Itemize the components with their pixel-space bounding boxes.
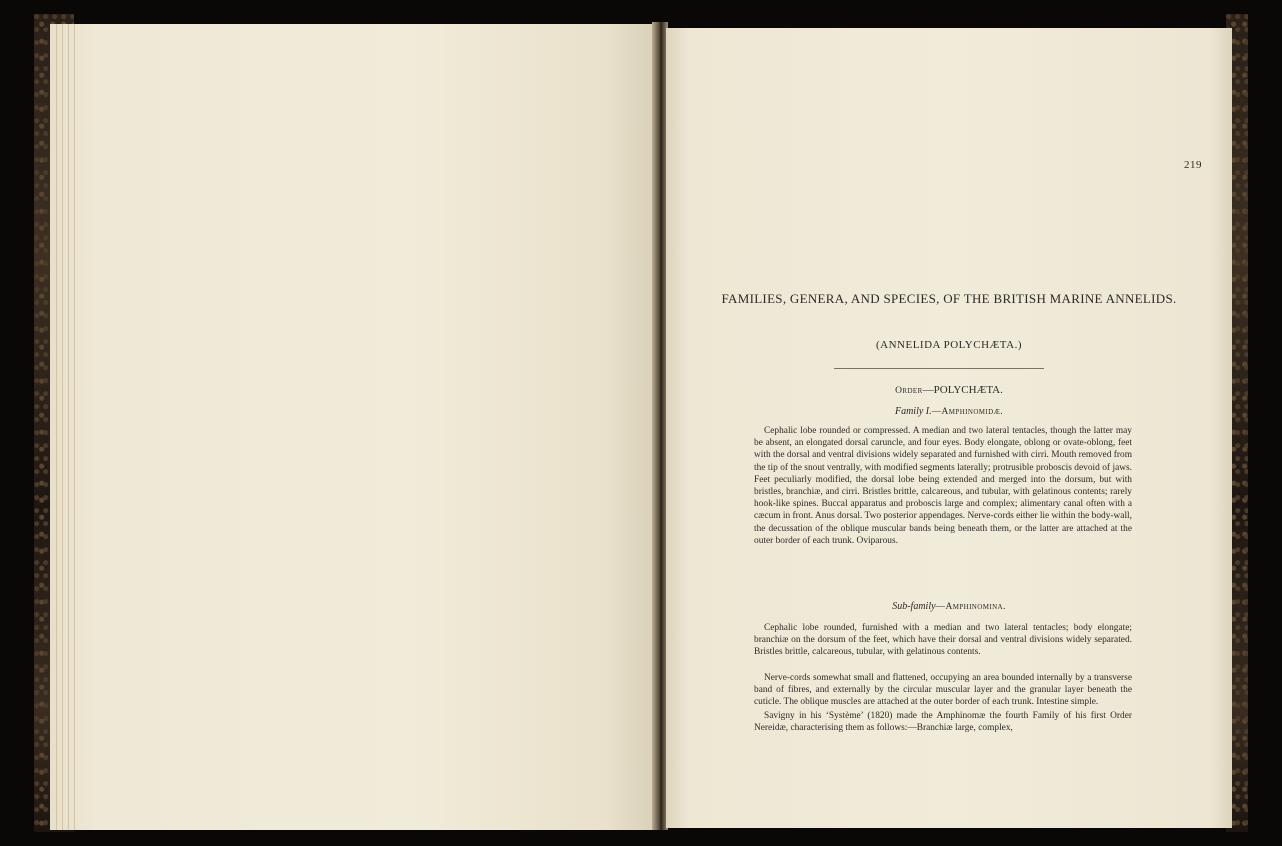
subfamily-heading xyxy=(706,601,1192,612)
subfamily-name: —Amphinomina. xyxy=(935,602,1006,612)
section-divider xyxy=(834,368,1044,369)
subfamily-description-paragraph: Cephalic lobe rounded, furnished with a median and two lateral tentacles; body elongate; branchiæ on the dorsum of the feet, which have their dorsal and ventral divisions widely separated. Bristles brittle, calcareous, tubular, with gelatinous contents. xyxy=(754,623,1132,658)
order-heading xyxy=(706,384,1192,396)
order-name: —POLYCHÆTA. xyxy=(922,384,1003,396)
page-edge-line xyxy=(74,24,75,830)
page-edge-line xyxy=(68,24,69,830)
page-title: FAMILIES, GENERA, AND SPECIES, OF THE BRITISH MARINE ANNELIDS. xyxy=(721,291,1177,306)
family-name: —Amphinomidæ. xyxy=(931,407,1004,417)
subfamily-label: Sub-family xyxy=(892,601,936,612)
family-heading xyxy=(706,406,1192,417)
subfamily-description-paragraph: Nerve-cords somewhat small and flattened, occupying an area bounded internally by a transverse band of fibres, and externally by the circular muscular layer and the granular layer beneath the cuticle. The oblique muscles are attached at the outer border of each trunk. Intestine simple. xyxy=(754,673,1132,708)
family-description: Cephalic lobe rounded or compressed. A median and two lateral tentacles, though the latter may be absent, an elongated dorsal caruncle, and four eyes. Body elongate, oblong or ovate-oblong, feet with the dorsal and ventral divisions widely separated and furnished with cirri. Mouth removed from the tip of the snout ventrally, with modified segments laterally; protrusible proboscis devoid of jaws. Feet peculiarly modified, the dorsal lobe being extended and merged into the dorsum, but with bristles, branchiæ, and cirri. Bristles brittle, calcareous, and tubular, with gelatinous contents; rarely hook-like spines. Buccal apparatus and proboscis large and complex; alimentary canal often with a cæcum in front. Anus dorsal. Two posterior appendages. Nerve-cords either lie within the body-wall, the decussation of the oblique muscular bands being beneath them, or the latter are attached at the outer border of each trunk. Oviparous. xyxy=(754,426,1132,546)
subfamily-description-paragraph: Savigny in his ‘Système’ (1820) made the Amphinomæ the fourth Family of his first Order Nereidæ, characterising them as follows:—Branchiæ large, complex, xyxy=(754,711,1132,734)
right-page xyxy=(666,28,1232,828)
page-edge-line xyxy=(56,24,57,830)
page-subtitle: (ANNELIDA POLYCHÆTA.) xyxy=(875,339,1022,351)
left-page-blank xyxy=(50,24,654,830)
page-number: 219 xyxy=(1184,159,1202,171)
order-label: Order xyxy=(895,386,923,396)
family-label: Family I. xyxy=(894,406,932,417)
page-edge-line xyxy=(62,24,63,830)
